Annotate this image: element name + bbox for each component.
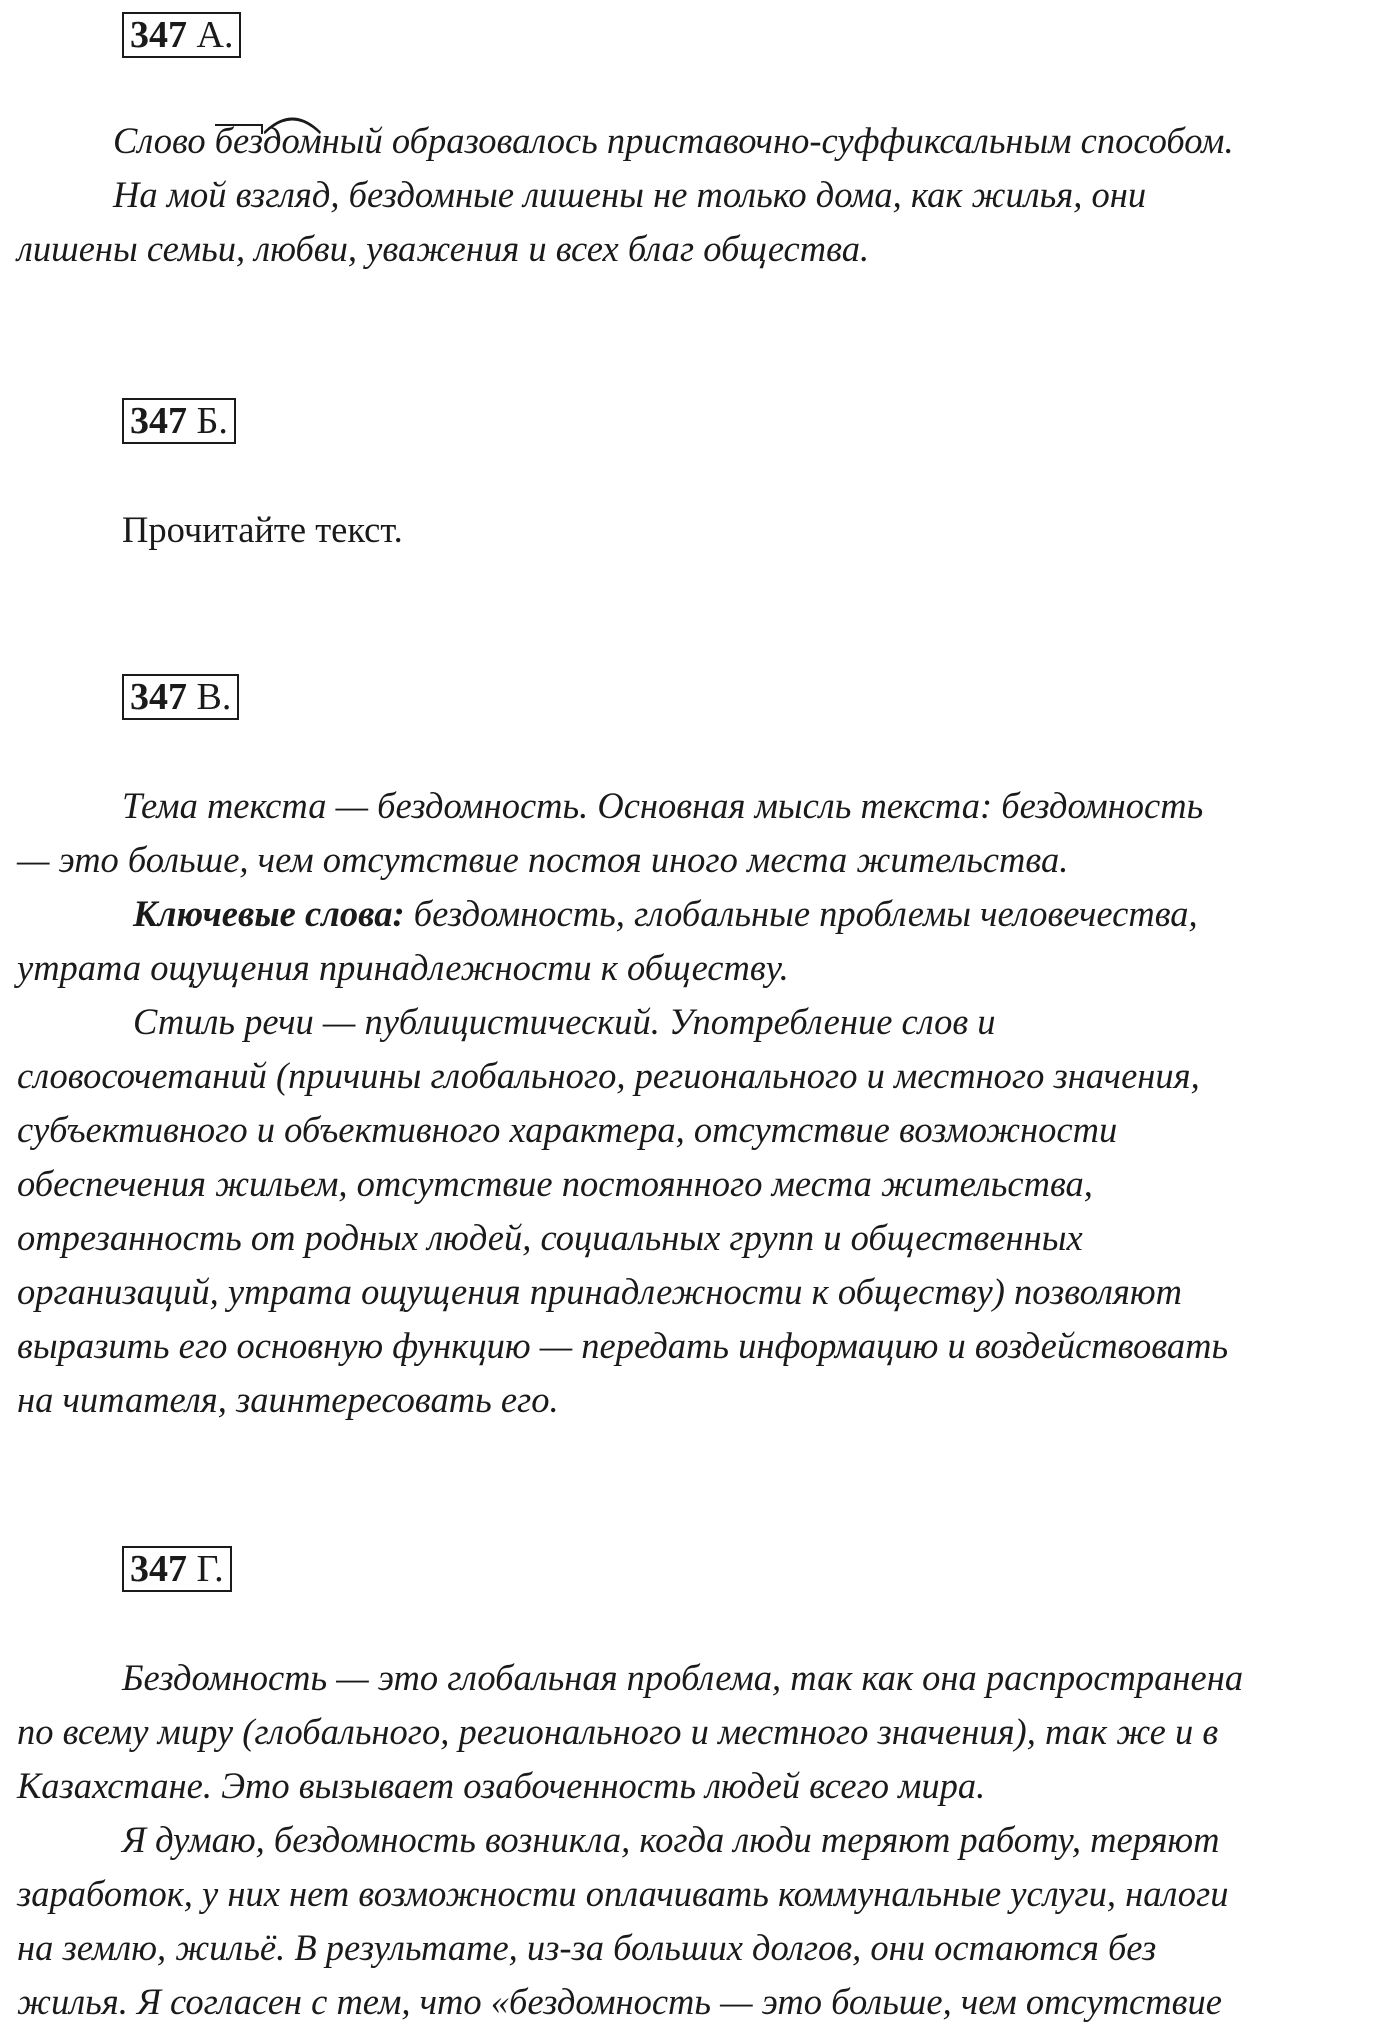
paragraph-a-line-3: лишены семьи, любви, уважения и всех благ общества. [17,228,870,269]
paragraph-g-line-6: на землю, жильё. В результате, из-за больших долгов, они остаются без [17,1927,1157,1968]
paragraph-v-line-1: Тема текста — бездомность. Основная мысль текста: бездомность [122,785,1204,826]
paragraph-v-line-5: Стиль речи — публицистический. Употребление слов и [133,1001,996,1042]
exercise-header-347v [122,674,239,720]
word-prefix-marked: без [214,120,264,161]
paragraph-g-line-4: Я думаю, бездомность возникла, когда люди теряют работу, теряют [122,1819,1220,1860]
paragraph-g-line-7: жилья. Я согласен с тем, что «бездомность — это больше, чем отсутствие [17,1981,1222,2022]
paragraph-v-line-4: утрата ощущения принадлежности к обществу. [17,947,789,988]
paragraph-v-line-3: Ключевые слова: бездомность, глобальные проблемы человечества, [133,893,1198,934]
exercise-header-347g [122,1546,232,1592]
paragraph-v-line-9: отрезанность от родных людей, социальных групп и общественных [17,1217,1083,1258]
paragraph-v-line-12: на читателя, заинтересовать его. [17,1379,559,1420]
root-arc-icon [263,111,322,135]
paragraph-v-line-2: — это больше, чем отсутствие постоя иного места жительства. [17,839,1069,880]
exercise-number-box: 347 Г. [122,1546,232,1592]
paragraph-a-line-1: Слово без домный образовалось приставочно-суффиксальным способом. [113,119,1234,163]
paragraph-v-line-10: организаций, утрата ощущения принадлежности к обществу) позволяют [17,1271,1182,1312]
paragraph-v-line-6: словосочетаний (причины глобального, регионального и местного значения, [17,1055,1200,1096]
exercise-number-box: 347 В. [122,674,239,720]
exercise-header-347b [122,398,236,444]
word-root-marked: дом [263,119,322,163]
exercise-number-box: 347 Б. [122,398,236,444]
prefix-mark-icon [215,124,263,134]
paragraph-v-line-8: обеспечения жильем, отсутствие постоянного места жительства, [17,1163,1093,1204]
paragraph-a-line-2: На мой взгляд, бездомные лишены не только дома, как жилья, они [113,174,1147,215]
paragraph-g-line-5: заработок, у них нет возможности оплачивать коммунальные услуги, налоги [17,1873,1229,1914]
paragraph-v-line-11: выразить его основную функцию — передать информацию и воздействовать [17,1325,1229,1366]
instruction-text: Прочитайте текст. [122,509,403,550]
exercise-header-347a [122,12,241,58]
paragraph-g-line-3: Казахстане. Это вызывает озабоченность людей всего мира. [17,1765,986,1806]
exercise-number-box: 347 А. [122,12,241,58]
paragraph-g-line-2: по всему миру (глобального, регионального и местного значения), так же и в [17,1711,1219,1752]
paragraph-g-line-1: Бездомность — это глобальная проблема, так как она распространена [122,1657,1244,1698]
paragraph-v-line-7: субъективного и объективного характера, отсутствие возможности [17,1109,1118,1150]
keywords-label: Ключевые слова: [133,893,405,934]
